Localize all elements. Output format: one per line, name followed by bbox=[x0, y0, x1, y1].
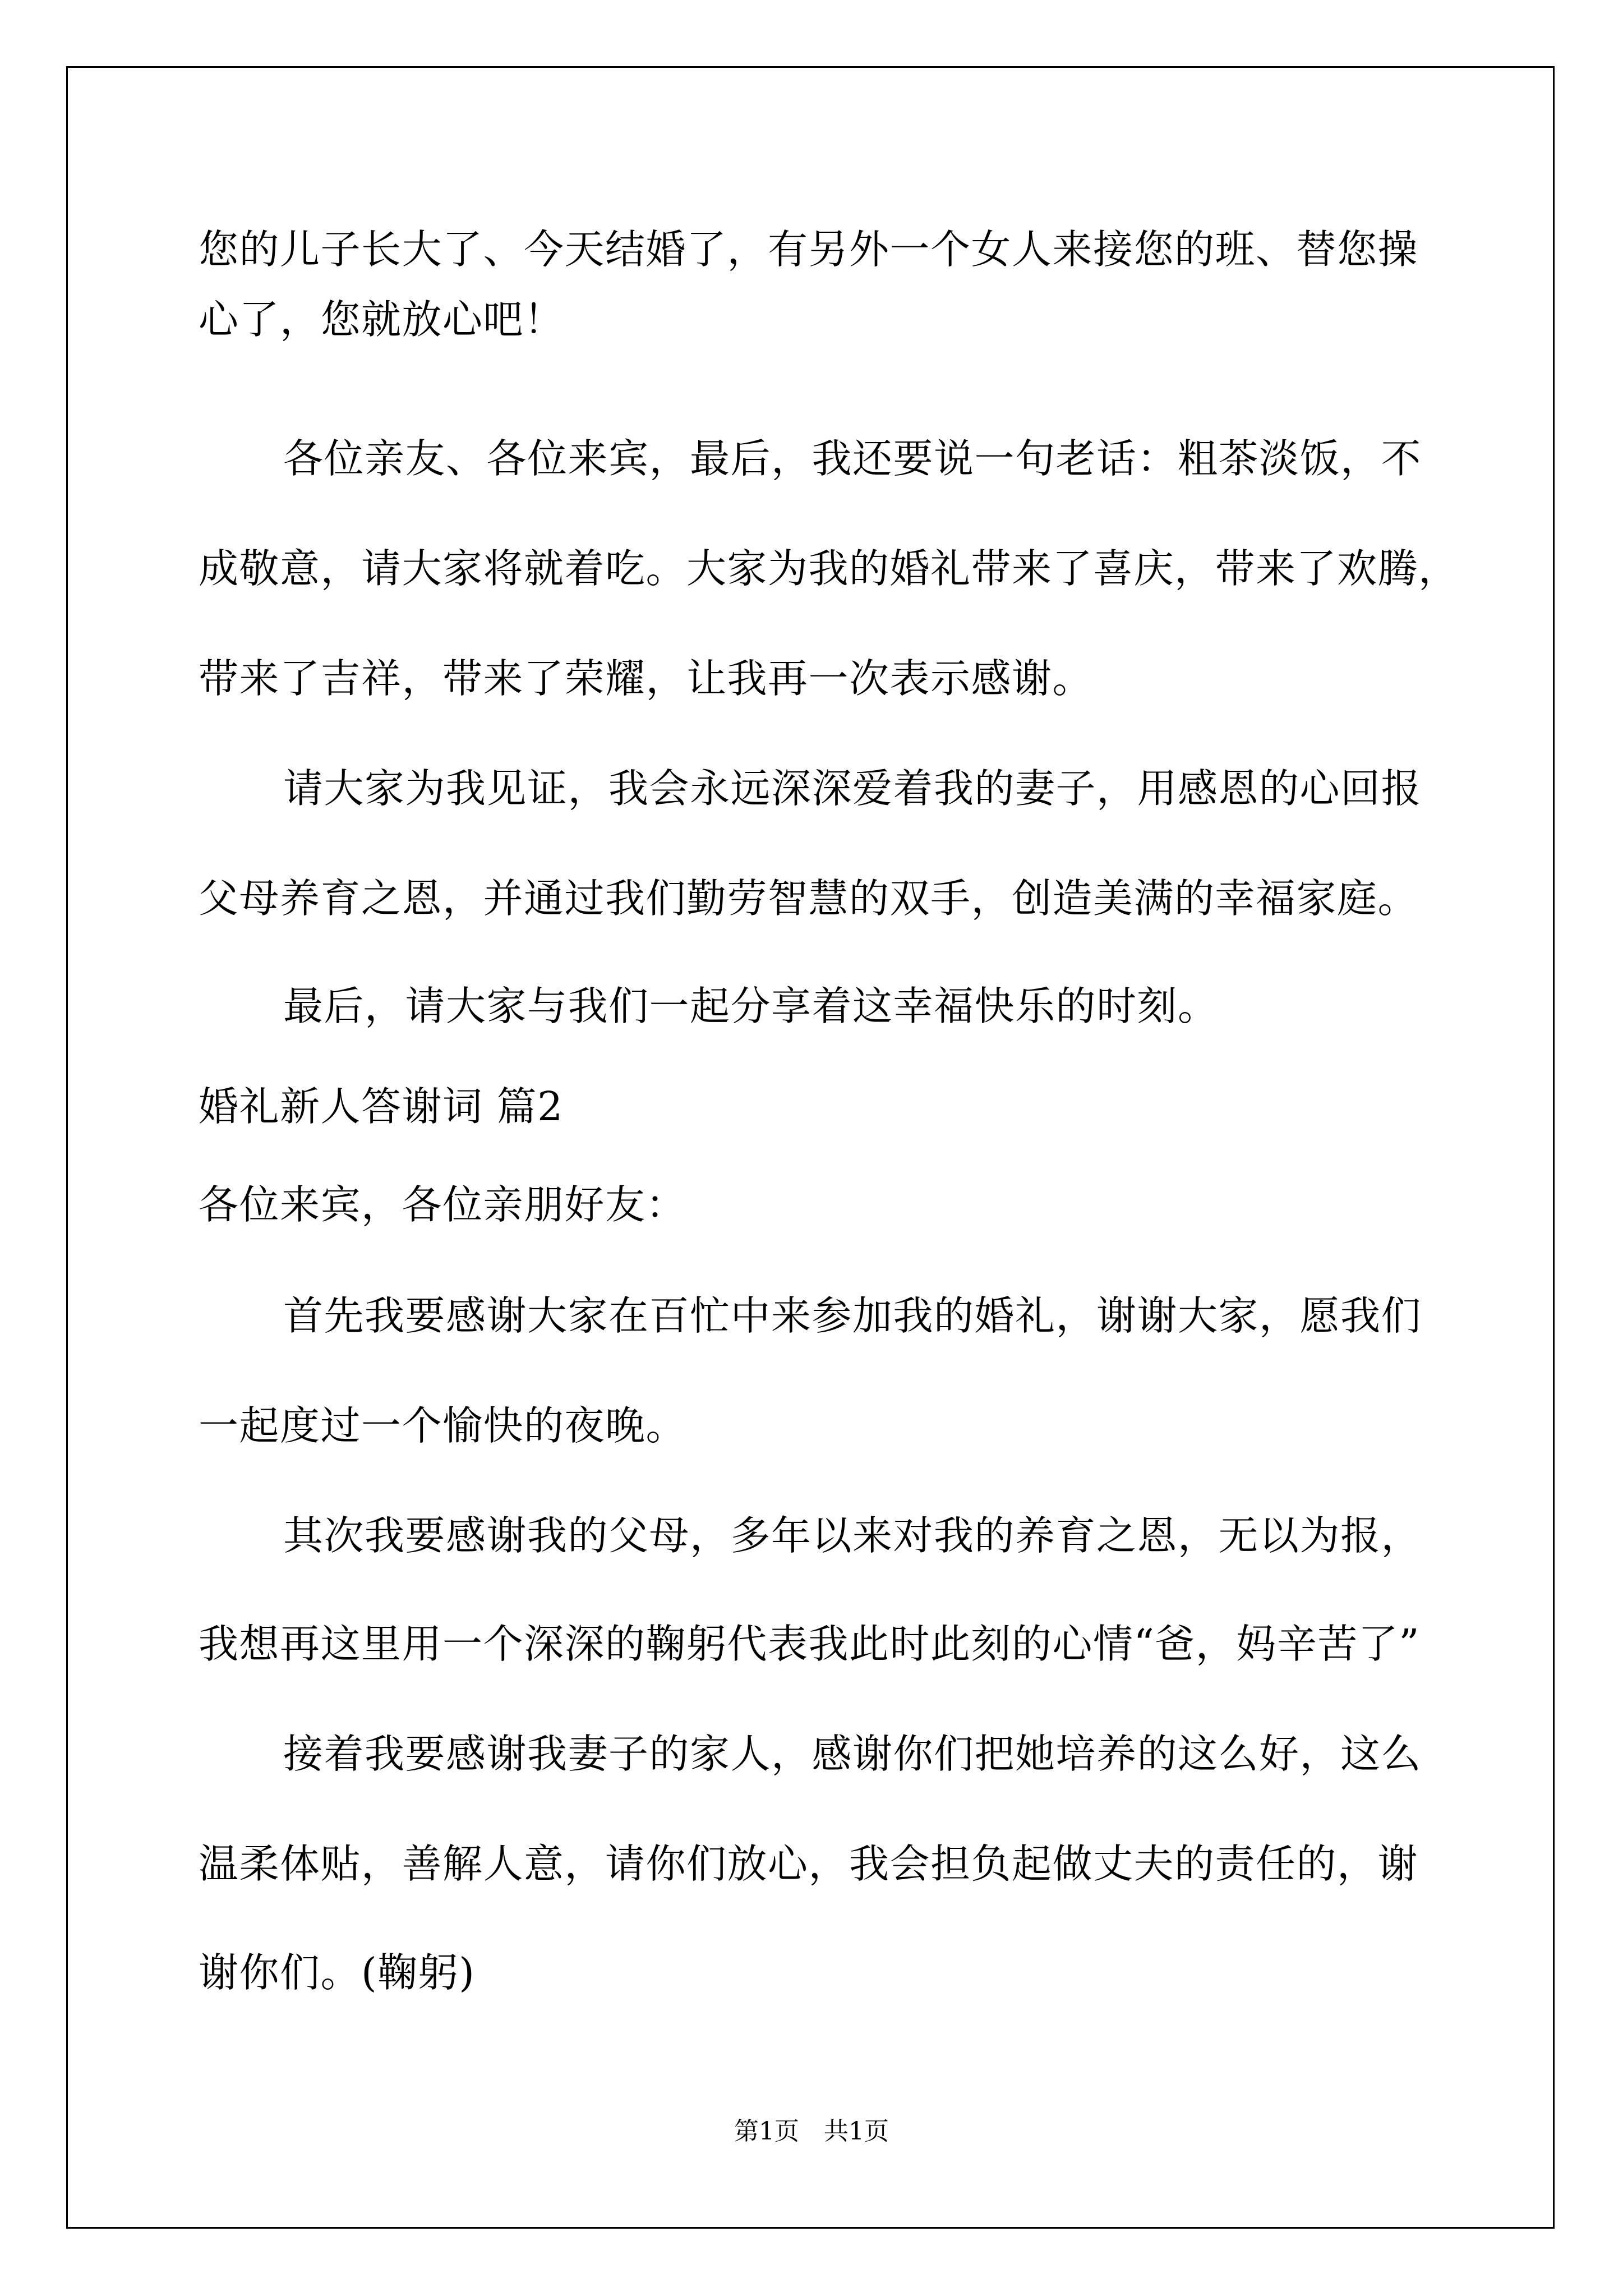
paragraph-line: 各位亲友、各位来宾，最后，我还要说一句老话：粗茶淡饭，不 bbox=[283, 435, 1422, 482]
paragraph-line: 心了，您就放心吧！ bbox=[199, 296, 565, 343]
paragraph-line: 首先我要感谢大家在百忙中来参加我的婚礼，谢谢大家，愿我们 bbox=[283, 1292, 1422, 1339]
page-footer bbox=[0, 2115, 1623, 2148]
salutation-line: 各位来宾，各位亲朋好友： bbox=[199, 1181, 687, 1228]
paragraph-line: 成敬意，请大家将就着吃。大家为我的婚礼带来了喜庆，带来了欢腾， bbox=[199, 545, 1459, 592]
paragraph-line: 请大家为我见证，我会永远深深爱着我的妻子，用感恩的心回报 bbox=[283, 765, 1422, 812]
page-number-total: 共1页 bbox=[824, 2117, 889, 2146]
section-heading: 婚礼新人答谢词 篇2 bbox=[199, 1083, 564, 1130]
paragraph-line: 谢你们。(鞠躬) bbox=[199, 1949, 476, 1996]
paragraph-line: 接着我要感谢我妻子的家人，感谢你们把她培养的这么好，这么 bbox=[283, 1731, 1422, 1777]
paragraph-line: 最后，请大家与我们一起分享着这幸福快乐的时刻。 bbox=[283, 983, 1219, 1029]
paragraph-line: 一起度过一个愉快的夜晚。 bbox=[199, 1402, 687, 1449]
paragraph-line: 其次我要感谢我的父母，多年以来对我的养育之恩，无以为报， bbox=[283, 1512, 1422, 1559]
paragraph-line: 您的儿子长大了、今天结婚了，有另外一个女人来接您的班、替您操 bbox=[199, 226, 1419, 273]
paragraph-line: 带来了吉祥，带来了荣耀，让我再一次表示感谢。 bbox=[199, 655, 1094, 702]
paragraph-line: 我想再这里用一个深深的鞠躬代表我此时此刻的心情“爸，妈辛苦了” bbox=[199, 1621, 1421, 1667]
page-number-current: 第1页 bbox=[734, 2117, 799, 2146]
paragraph-line: 温柔体贴，善解人意，请你们放心，我会担负起做丈夫的责任的，谢 bbox=[199, 1841, 1419, 1887]
paragraph-line: 父母养育之恩，并通过我们勤劳智慧的双手，创造美满的幸福家庭。 bbox=[199, 875, 1419, 922]
page-border bbox=[66, 66, 1555, 2229]
